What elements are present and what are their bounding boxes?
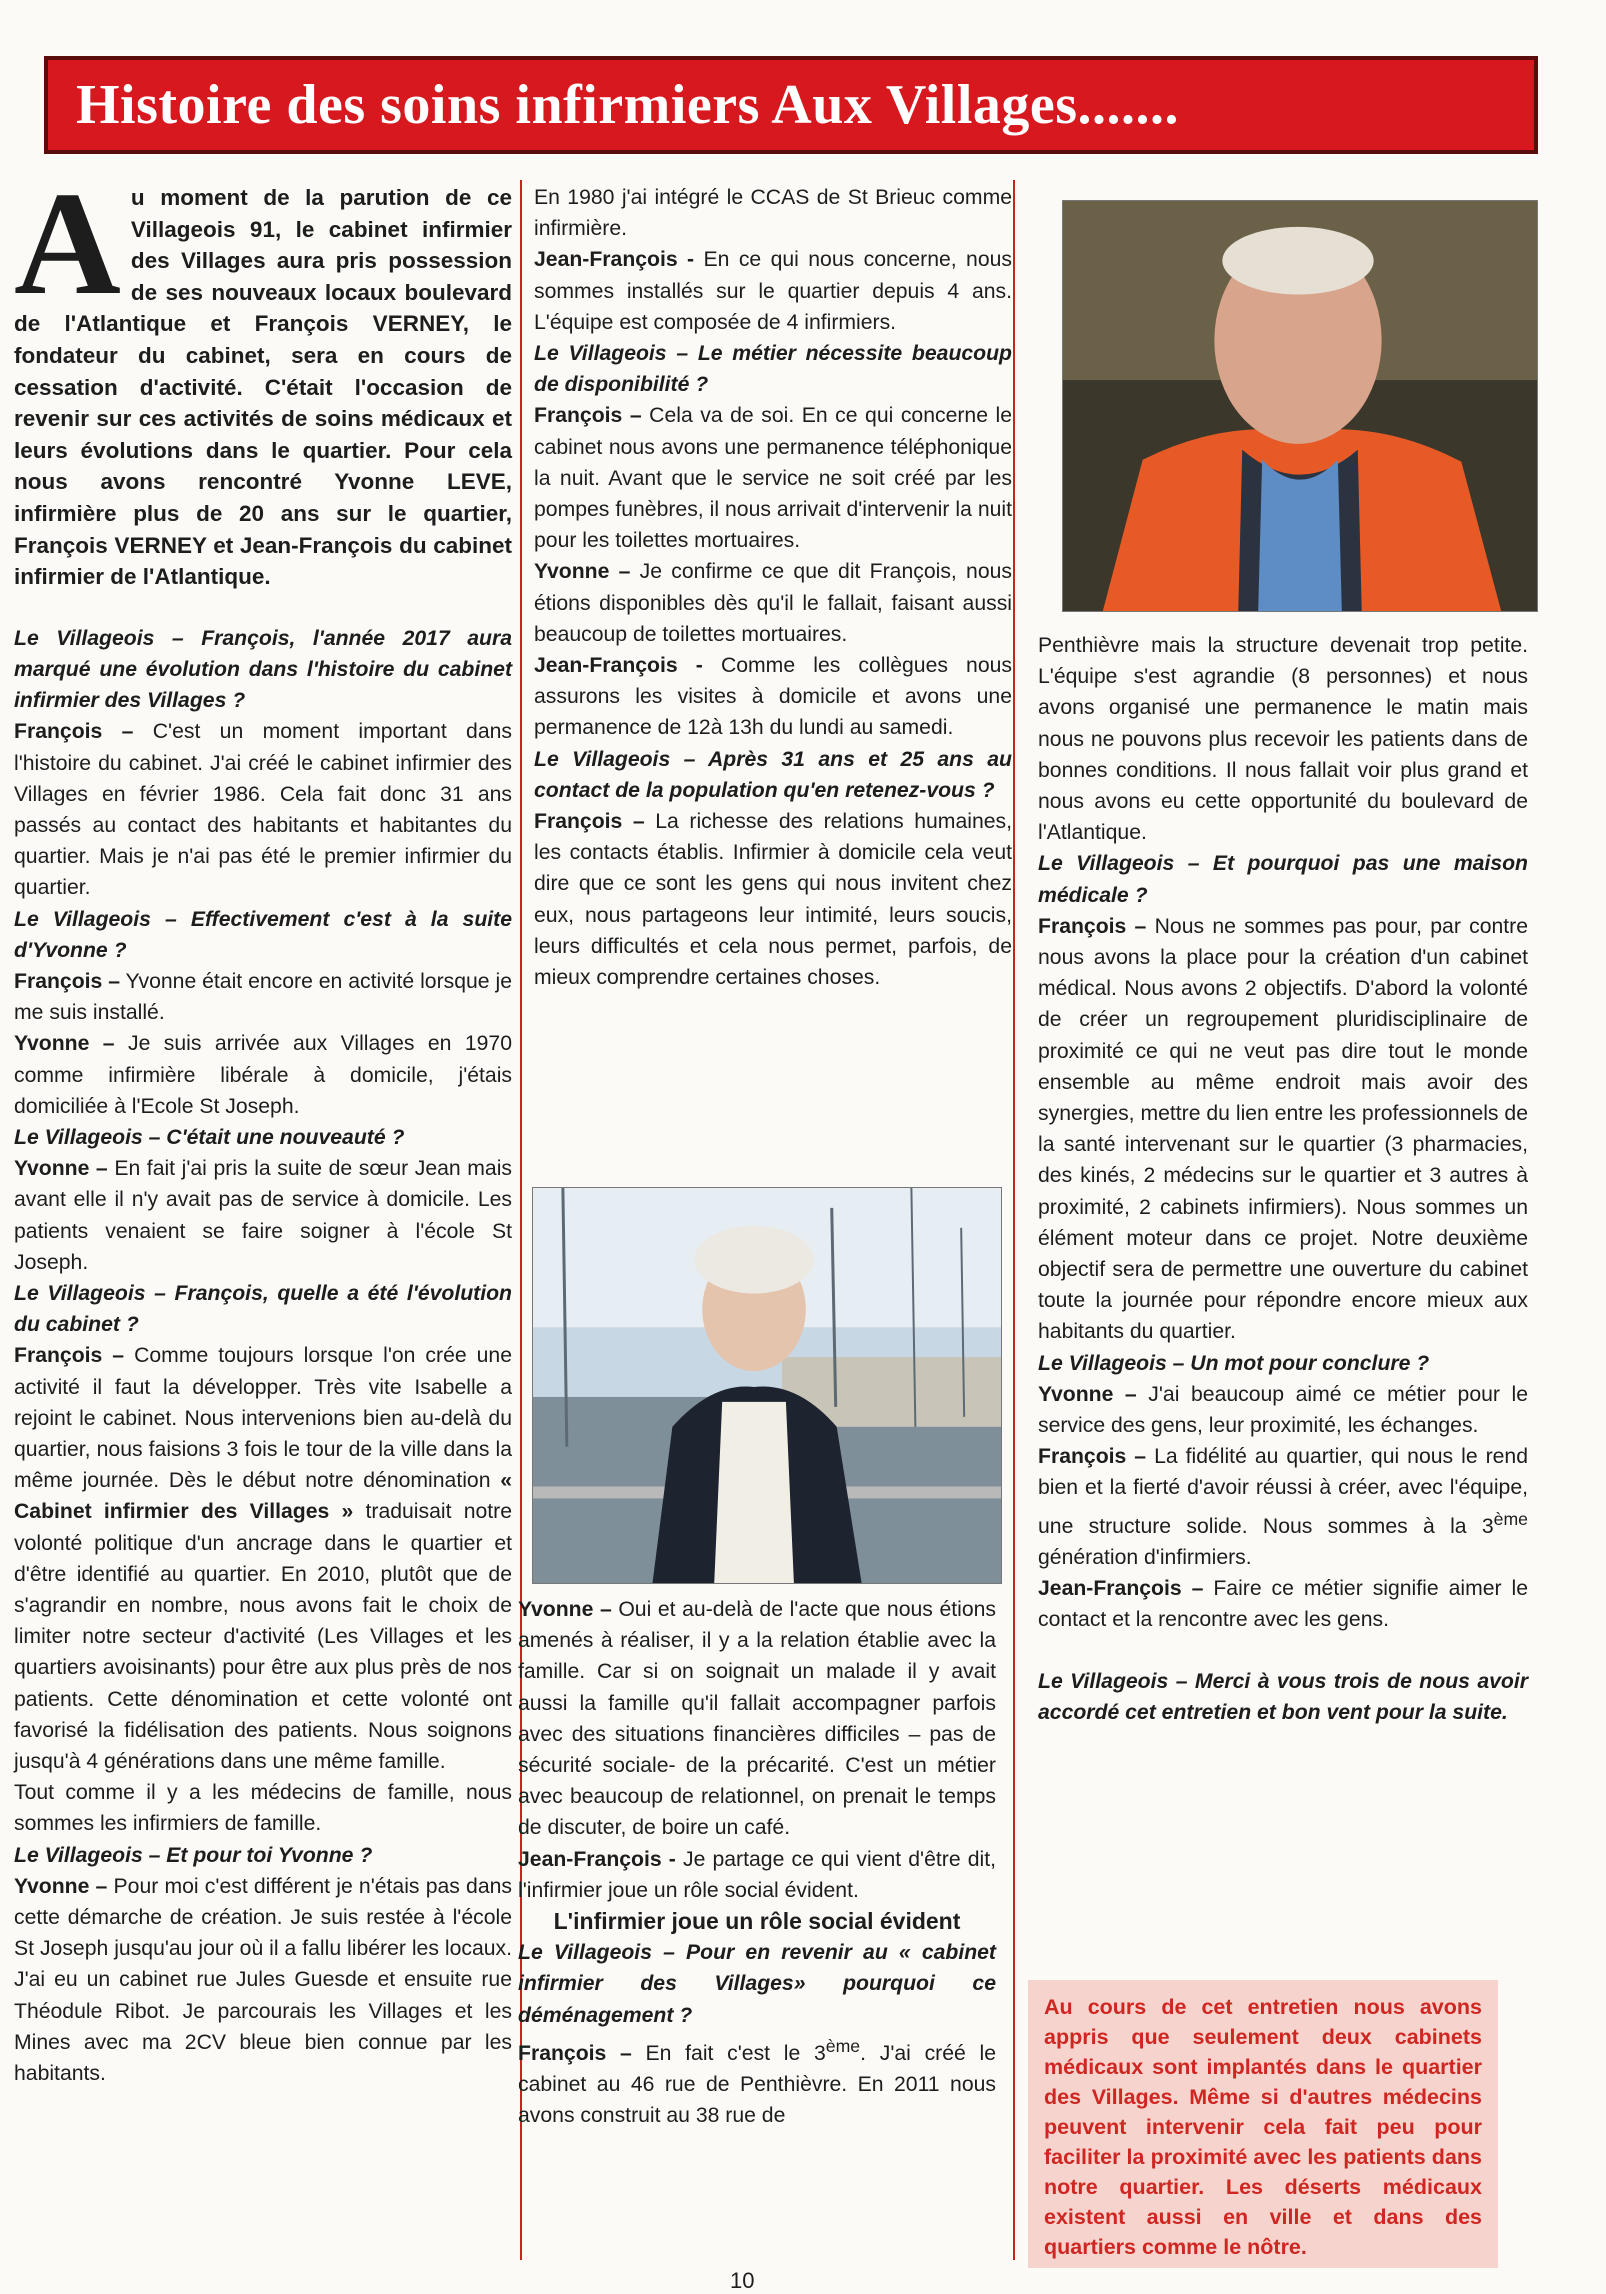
question: Le Villageois – Après 31 ans et 25 ans au contact de la population qu'en retenez-vous ? <box>534 747 1012 802</box>
page-title: Histoire des soins infirmiers Aux Villages....... <box>76 74 1180 136</box>
answer: Yvonne – Je confirme ce que dit François, nous étions disponibles dès qu'il le fallait, faisant aussi beaucoup de toilettes mortuaires. <box>534 560 1013 646</box>
answer: François – Yvonne était encore en activité lorsque je me suis installé. <box>14 969 512 1025</box>
answer: Jean-François - Comme les collègues nous assurons les visites à domicile et avons une permanence de 12à 13h du lundi au samedi. <box>534 654 1013 740</box>
column-divider <box>1013 180 1015 2260</box>
answer: Jean-François - Je partage ce qui vient d'être dit, l'infirmier joue un rôle social évident. <box>518 1847 996 1902</box>
question: Le Villageois – François, quelle a été l'évolution du cabinet ? <box>14 1281 512 1337</box>
answer: Yvonne – Je suis arrivée aux Villages en 1970 comme infirmière libérale à domicile, j'étais domiciliée à l'Ecole St Joseph. <box>14 1032 512 1118</box>
question: Le Villageois – Pour en revenir au « cabinet infirmier des Villages» pourquoi ce déménagement ? <box>518 1941 996 2027</box>
answer-continued: Tout comme il y a les médecins de famille, nous sommes les infirmiers de famille. <box>14 1781 512 1836</box>
answer: François – Nous ne sommes pas pour, par contre nous avons la place pour la création d'un cabinet médical. Nous avons 2 objectifs. D'abord la volonté de créer un regroupement pluridisciplinaire de proximité ce qui ne veut pas dire tout le monde ensemble au même endroit mais avoir des synergies, mettre du lien entre les professionnels de la santé intervenant sur le quartier (3 pharmacies, des kinés, 2 médecins sur le quartier et 3 autres à proximité, 2 cabinets infirmiers). Nous sommes un élément moteur dans ce projet. Notre deuxième objectif sera de permettre une ouverture du cabinet toute la journée pour répondre encore mieux aux habitants du quartier. <box>1038 914 1529 1344</box>
column-3 <box>1038 630 1528 1728</box>
answer: François – Comme toujours lorsque l'on crée une activité il faut la développer. Très vite Isabelle a rejoint le cabinet. Nous intervenions bien au-delà du quartier, nous faisions 3 fois le tour de la ville dans la même journée. Dès le début notre dénomination « Cabinet infirmier des Villages » traduisait notre volonté politique d'un ancrage dans le quartier et d'être identifié au quartier. En 2010, plutôt que de s'agrandir en nombre, nous avons fait le choix de limiter notre secteur d'activité (Les Villages et les quartiers avoisinants) pour être aux plus près de nos patients. Cette dénomination et cette volonté ont favorisé la fidélisation des patients. Nous soignons jusqu'à 4 générations dans une même famille. <box>14 1344 513 1774</box>
answer: Yvonne – En fait j'ai pris la suite de sœur Jean mais avant elle il n'y avait pas de service à domicile. Les patients venaient se faire soigner à l'école St Joseph. <box>14 1157 513 1274</box>
answer: Jean-François – Faire ce métier signifie aimer le contact et la rencontre avec les gens. <box>1038 1577 1529 1632</box>
answer-continued: En 1980 j'ai intégré le CCAS de St Brieuc comme infirmière. <box>534 186 1012 241</box>
question: Le Villageois – François, l'année 2017 aura marqué une évolution dans l'histoire du cabinet infirmier des Villages ? <box>14 626 512 713</box>
answer: François – En fait c'est le 3ème. J'ai créé le cabinet au 46 rue de Penthièvre. En 2011 nous avons construit au 38 rue de <box>518 2035 996 2128</box>
answer: Yvonne – Oui et au-delà de l'acte que nous étions amenés à réaliser, il y a la relation établie avec la famille. Car si on soignait un malade il y avait aussi la famille qu'il fallait accompagner parfois avec des situations financières difficiles – pas de sécurité sociale- de la précarité. C'est un métier avec beaucoup de relationnel, on prenait le temps de discuter, de boire un café. <box>518 1598 996 1840</box>
column-2-lower <box>518 1594 996 2132</box>
section-heading: L'infirmier joue un rôle social évident <box>553 1908 961 1935</box>
question: Le Villageois – Et pour toi Yvonne ? <box>14 1843 373 1867</box>
intro-paragraph: A u moment de la parution de ce Villageois 91, le cabinet infirmier des Villages aura pris possession de ses nouveaux locaux boulevard de l'Atlantique et François VERNEY, le fondateur du cabinet, sera en cours de cessation d'activité. C'était l'occasion de revenir sur ces activités de soins médicaux et leurs évolutions dans le quartier. Pour cela nous avons rencontré Yvonne LEVE, infirmière plus de 20 ans sur le quartier, François VERNEY et Jean-François du cabinet infirmier de l'Atlantique. <box>14 162 512 590</box>
question: Le Villageois – Le métier nécessite beaucoup de disponibilité ? <box>534 342 1012 397</box>
closing-statement: Le Villageois – Merci à vous trois de nous avoir accordé cet entretien et bon vent pour la suite. <box>1038 1669 1528 1724</box>
question: Le Villageois – C'était une nouveauté ? <box>14 1125 405 1149</box>
answer: Yvonne – Pour moi c'est différent je n'étais pas dans cette démarche de création. Je suis restée à l'école St Joseph jusqu'au jour où il a fallu libérer les locaux. J'ai eu un cabinet rue Jules Guesde et ensuite rue Théodule Ribot. Je parcourais les Villages et les Mines avec ma 2CV bleue bien connue par les habitants. <box>14 1874 513 2086</box>
question: Le Villageois – Un mot pour conclure ? <box>1038 1351 1430 1375</box>
title-banner <box>44 56 1538 154</box>
drop-cap: A <box>14 162 121 326</box>
column-1 <box>14 162 513 2089</box>
photo-yvonne <box>532 1187 1002 1584</box>
answer: François – La richesse des relations humaines, les contacts établis. Infirmier à domicile cela veut dire que ce sont les gens qui nous invitent chez eux, nous partageons leur intimité, leurs soucis, leurs difficultés et cela nous permet, parfois, de mieux comprendre certaines choses. <box>534 810 1012 990</box>
answer: Jean-François - En ce qui nous concerne, nous sommes installés sur le quartier depuis 4 ans. L'équipe est composée de 4 infirmiers. <box>534 248 1012 334</box>
page-number: 10 <box>730 2268 755 2293</box>
callout-box: Au cours de cet entretien nous avons appris que seulement deux cabinets médicaux sont implantés dans le quartier des Villages. Même si d'autres médecins peuvent intervenir cela fait peu pour faciliter la proximité avec les patients dans notre quartier. Les déserts médicaux existent aussi en ville et dans des quartiers comme le nôtre. <box>1028 1980 1498 2268</box>
answer: François – La fidélité au quartier, qui nous le rend bien et la fierté d'avoir réussi à créer, avec l'équipe, une structure solide. Nous sommes à la 3ème génération d'infirmiers. <box>1038 1445 1528 1569</box>
answer: François – C'est un moment important dans l'histoire du cabinet. J'ai créé le cabinet infirmier des Villages en février 1986. Cela fait donc 31 ans passés au contact des habitants et habitantes du quartier. Mais je n'ai pas été le premier infirmier du quartier. <box>14 720 513 900</box>
column-2 <box>534 182 1012 993</box>
answer-continued: Penthièvre mais la structure devenait trop petite. L'équipe s'est agrandie (8 personnes) et nous avons organisé une permanence le matin mais nous ne pouvons plus recevoir les patients dans de bonnes conditions. Il nous fallait voir plus grand et nous avons eu cette opportunité du boulevard de l'Atlantique. <box>1038 634 1528 845</box>
answer: Yvonne – J'ai beaucoup aimé ce métier pour le service des gens, leur proximité, les échanges. <box>1038 1382 1529 1438</box>
question: Le Villageois – Et pourquoi pas une maison médicale ? <box>1038 852 1528 907</box>
photo-francois <box>1062 200 1538 612</box>
answer: François – Cela va de soi. En ce qui concerne le cabinet nous avons une permanence téléphonique la nuit. Avant que le service ne soit créé par les pompes funèbres, il nous arrivait d'intervenir la nuit pour les toilettes mortuaires. <box>534 404 1013 553</box>
question: Le Villageois – Effectivement c'est à la suite d'Yvonne ? <box>14 907 512 962</box>
